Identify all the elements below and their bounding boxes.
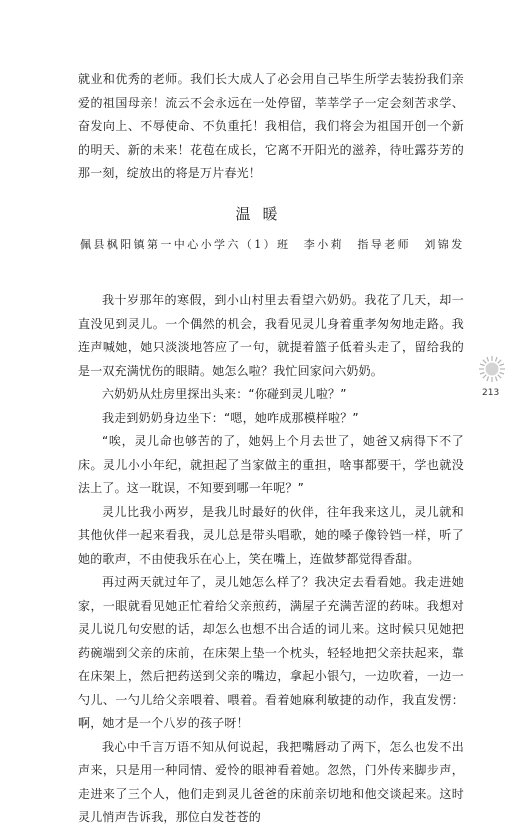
- story-paragraph: 再过两天就过年了，灵儿她怎么样了？我决定去看看她。我走进她家，一眼就看见她正忙着给父亲煎药，满屋子充满苦涩的药味。我想对灵儿说几句安慰的话，却怎么也想不出合适的词儿来。这时候只见她把药碗端到父亲的床前，在床架上垫一个枕头，轻轻地把父亲扶起来，靠在床架上，然后把药送到父亲的嘴边，拿起小银勺，一边吹着，一边一勺儿、一勺儿给父亲喂着、喂着。看着她麻利敏捷的动作，我直发愣：啊，她才是一个八岁的孩子呀！: [78, 575, 464, 730]
- intro-paragraph: 就业和优秀的老师。我们长大成人了必会用自己毕生所学去装扮我们亲爱的祖国母亲！流云不会永远在一处停留，莘莘学子一定会刻苦求学、奋发向上、不辱使命、不负重托！我相信，我们将会为祖国开创一个新的明天、新的未来！花苞在成长，它离不开阳光的滋养，待吐露芬芳的那一刻，绽放出的将是万片春光！: [78, 72, 464, 180]
- story-paragraph: 我心中千言万语不知从何说起，我把嘴唇动了两下，怎么也发不出声来，只是用一种同情、爱怜的眼神看着她。忽然，门外传来脚步声，走进来了三个人，他们走到灵儿爸爸的床前亲切地和他交谈起来。这时灵儿悄声告诉我，那位白发苍苍的: [78, 739, 464, 824]
- story-paragraph: 我走到奶奶身边坐下：“嗯，她咋成那模样啦？”: [102, 410, 359, 425]
- intro-section: [78, 68, 464, 186]
- story-paragraph: “唉，灵儿命也够苦的了，她妈上个月去世了，她爸又病得下不了床。灵儿小小年纪，就担起了当家做主的重担，啥事都要干，学也就没法上了。这一耽误，不知要到哪一年呢？”: [78, 434, 464, 495]
- story-paragraph: 我十岁那年的寒假，到小山村里去看望六奶奶。我花了几天，却一直没见到灵儿。一个偶然的机会，我看见灵儿身着重孝匆匆地走路。我连声喊她，她只淡淡地答应了一句，就提着篮子低着头走了，留给我的是一双充满忧伤的眼睛。她怎么啦？我忙回家问六奶奶。: [78, 293, 464, 378]
- story-body: [78, 289, 464, 830]
- story-paragraph: 六奶奶从灶房里探出头来：“你碰到灵儿啦？”: [102, 387, 347, 401]
- sun-emblem-icon: [478, 355, 506, 383]
- story-paragraph: 灵儿比我小两岁，是我儿时最好的伙伴，往年我来这儿，灵儿就和其他伙伴一起来看我，灵儿总是带头唱歌，她的嗓子像铃铛一样，听了她的歌声，不由使我乐在心上，笑在嘴上，连做梦都觉得香甜。: [78, 504, 464, 566]
- article-byline: 佩县枫阳镇第一中心小学六（1）班 李小莉 指导老师 刘锦发: [80, 238, 465, 251]
- page-number: 213: [482, 388, 500, 398]
- article-title: 温暖: [235, 205, 290, 223]
